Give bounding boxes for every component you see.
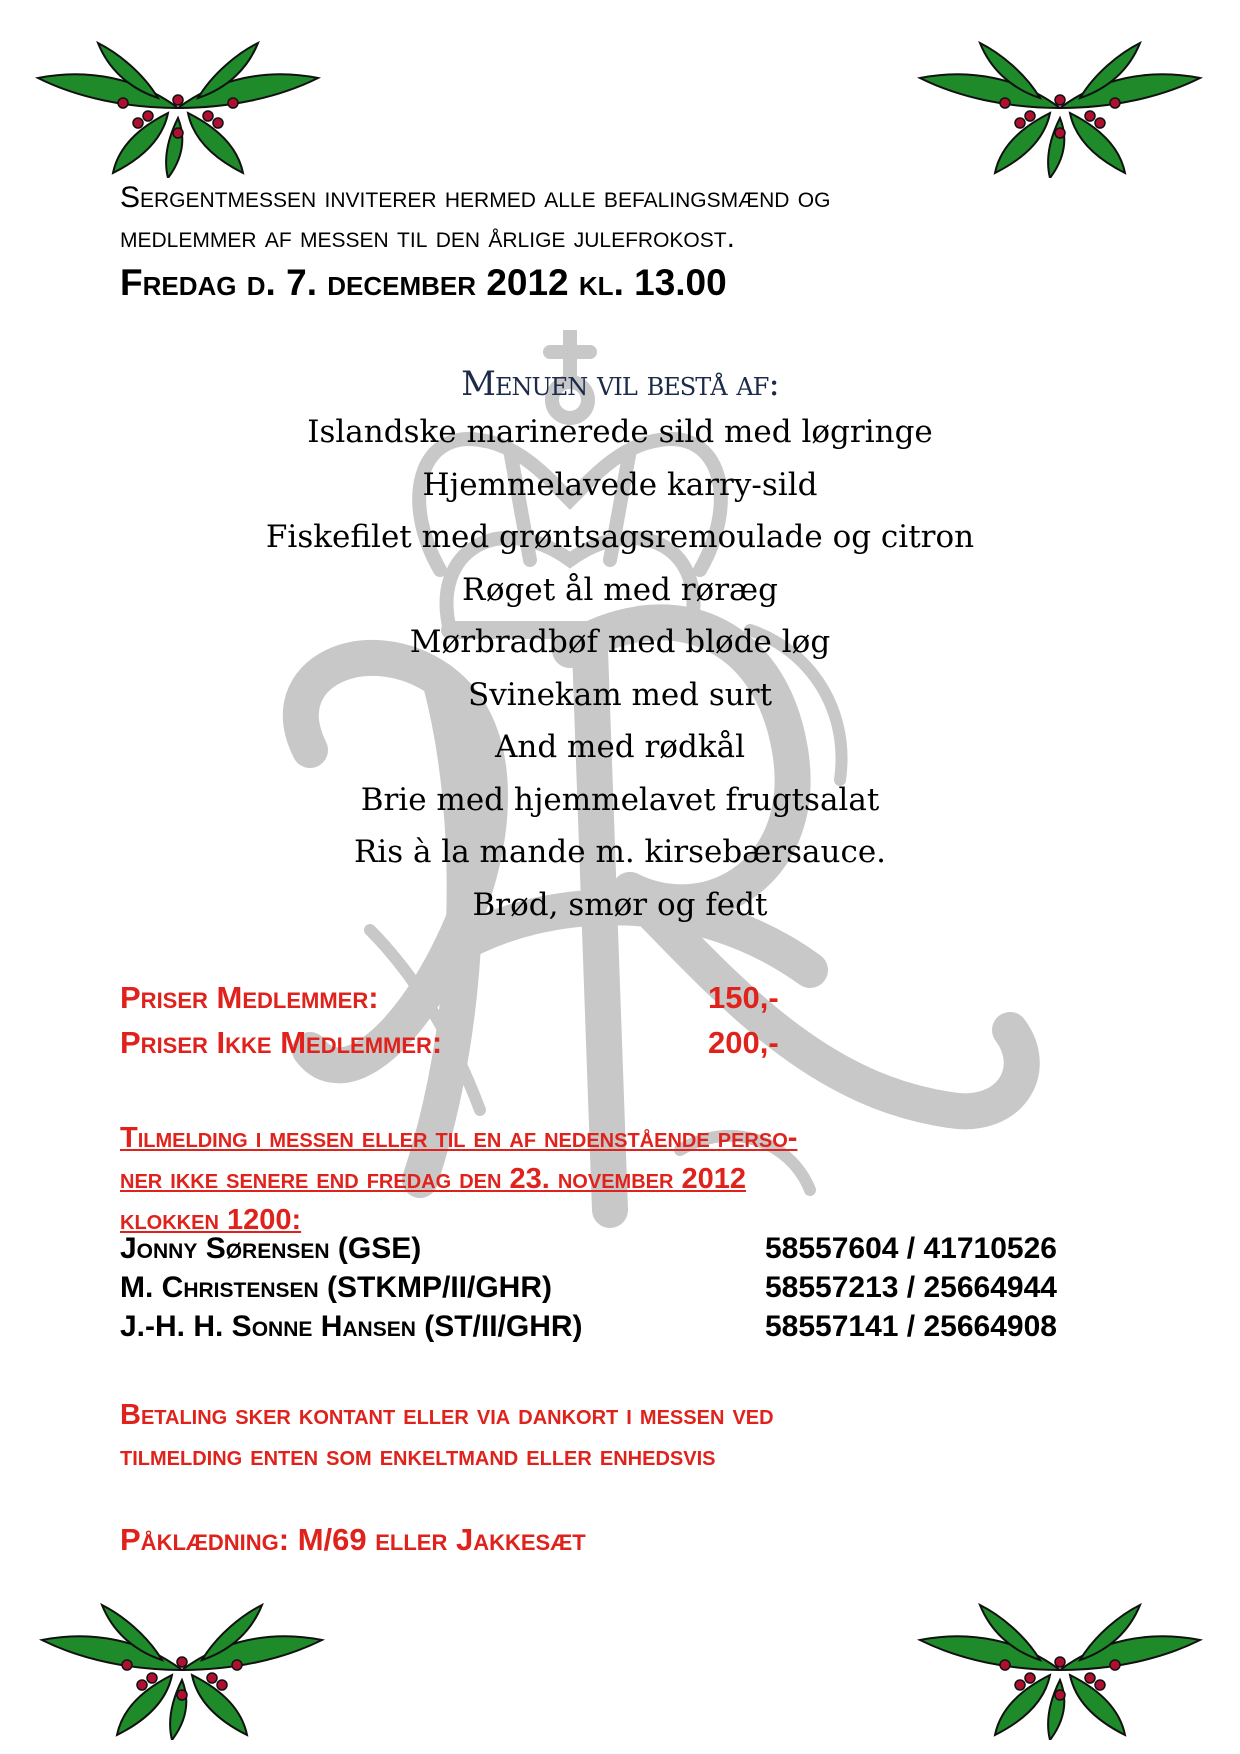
menu-item: Fiskefilet med grøntsagsremoulade og citron (265, 519, 975, 555)
holly-icon (18, 38, 338, 178)
event-date: Fredag d. 7. december 2012 kl. 13.00 (120, 262, 727, 303)
menu-item: Svinekam med surt (467, 676, 773, 713)
menu-item: Brie med hjemmelavet frugtsalat (360, 781, 880, 818)
contact-row (120, 1232, 1100, 1271)
menu-item: Hjemmelavede karry-sild (422, 466, 818, 503)
price-row (120, 1025, 1020, 1070)
holly-icon (900, 1600, 1220, 1740)
payment-line: Betaling sker kontant eller via dankort i messen ved (120, 1399, 774, 1431)
signup-line: Tilmelding i messen eller til en af nedenstående perso- (120, 1122, 798, 1154)
dress-code: Påklædning: M/69 eller Jakkesæt (120, 1522, 586, 1557)
contact-list (120, 1232, 1100, 1349)
prices-section (120, 980, 1020, 1070)
menu-item: Islandske marinerede sild med løgringe (307, 414, 933, 450)
contact-row (120, 1310, 1100, 1349)
price-label: Priser Ikke Medlemmer: (120, 1025, 443, 1060)
signup-line: klokken 1200: (120, 1204, 302, 1236)
menu-item: Brød, smør og fedt (472, 886, 768, 923)
contact-phone: 58557604 / 41710526 (765, 1232, 1057, 1265)
invitation-intro (120, 178, 1140, 306)
holly-icon (22, 1600, 342, 1740)
menu-item: And med rødkål (495, 729, 745, 765)
menu-section (230, 362, 1010, 931)
contact-name: J.-H. H. Sonne Hansen (ST/II/GHR) (120, 1310, 583, 1343)
contact-phone: 58557213 / 25664944 (765, 1271, 1057, 1304)
contact-phone: 58557141 / 25664908 (765, 1310, 1057, 1343)
menu-title: Menuen vil bestå af: (461, 364, 779, 404)
price-amount: 150,- (708, 980, 779, 1015)
price-label: Priser Medlemmer: (120, 980, 379, 1015)
holly-icon (900, 38, 1220, 178)
price-amount: 200,- (708, 1025, 779, 1060)
signup-line: ner ikke senere end fredag den 23. november 2012 (120, 1163, 747, 1195)
contact-name: M. Christensen (STKMP/II/GHR) (120, 1271, 552, 1304)
intro-line-2: medlemmer af messen til den årlige julefrokost. (120, 221, 735, 254)
payment-line: tilmelding enten som enkeltmand eller enhedsvis (120, 1440, 716, 1472)
menu-item: Røget ål med røræg (461, 571, 779, 608)
payment-info (120, 1395, 1120, 1477)
intro-line-1: Sergentmessen inviterer hermed alle befalingsmænd og (120, 181, 831, 214)
price-row (120, 980, 1020, 1025)
menu-item: Ris à la mande m. kirsebærsauce. (353, 834, 887, 870)
contact-row (120, 1271, 1100, 1310)
signup-instructions (120, 1118, 1100, 1241)
menu-item: Mørbradbøf med bløde løg (409, 624, 831, 660)
contact-name: Jonny Sørensen (GSE) (120, 1232, 422, 1265)
